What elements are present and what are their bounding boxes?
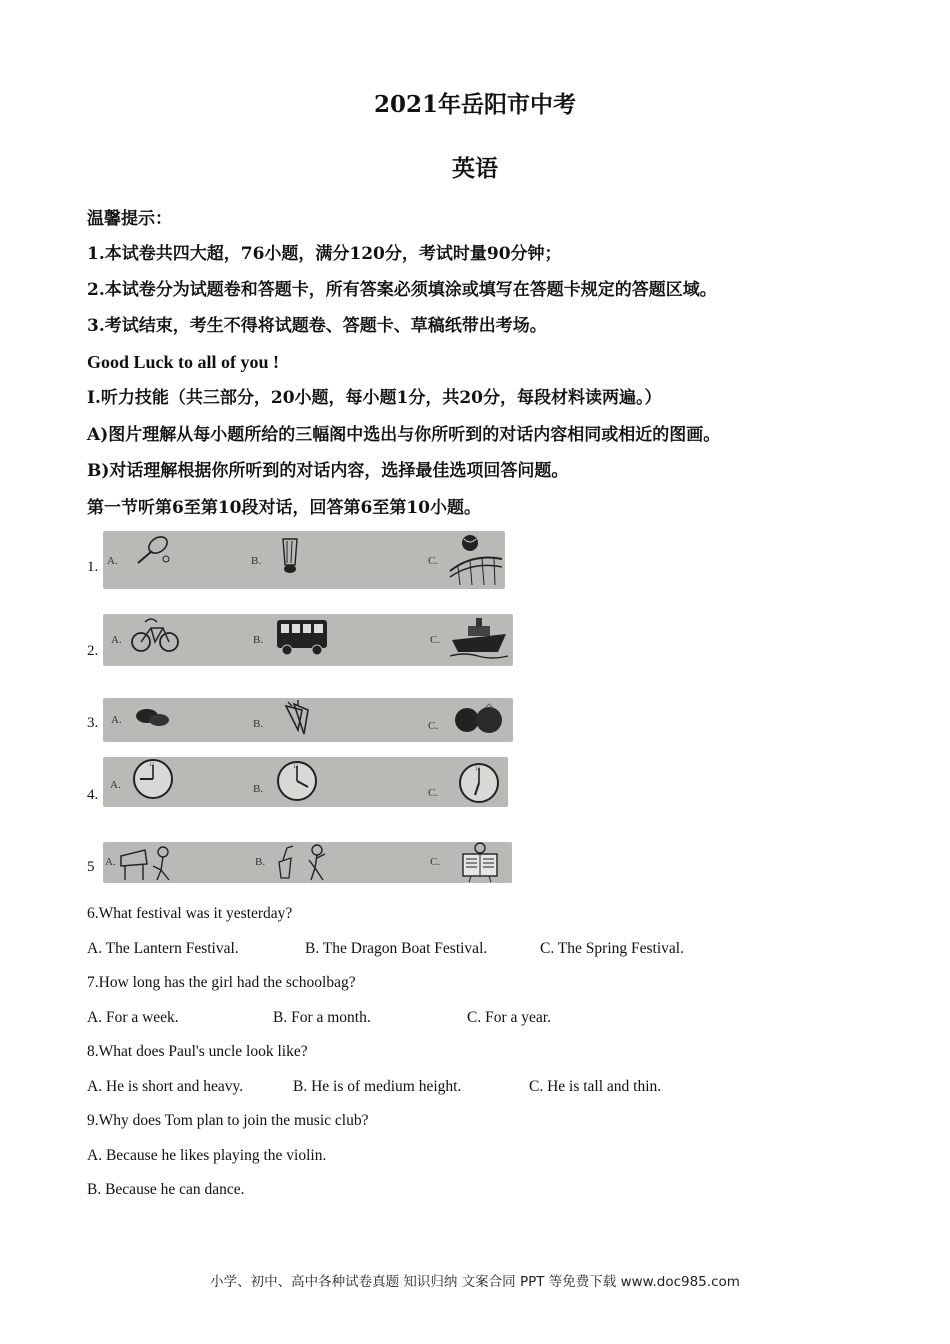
notes-heading: 温馨提示： [87, 209, 172, 229]
reading-newspaper-icon [453, 842, 507, 882]
section1-heading: I.听力技能（共三部分，20小题，每小题1分，共20分，每段材料读两遍。） [87, 388, 662, 408]
svg-text:12: 12 [149, 763, 154, 768]
badminton-shuttlecock-icon [273, 531, 313, 583]
option-6c: C. The Spring Festival. [540, 940, 684, 957]
clock-icon [273, 757, 321, 805]
option-letter-b: B. [253, 783, 264, 795]
good-luck-line: Good Luck to all of you ! [87, 352, 280, 372]
option-7b: B. For a month. [273, 1009, 371, 1026]
option-6a: A. The Lantern Festival. [87, 940, 239, 957]
option-letter-c: C. [430, 856, 441, 868]
option-9b: B. Because he can dance. [87, 1181, 245, 1198]
option-6b: B. The Dragon Boat Festival. [305, 940, 488, 957]
option-7c: C. For a year. [467, 1009, 551, 1026]
picture-strip-1 [103, 531, 505, 589]
exam-title: 2021年岳阳市中考 [373, 91, 576, 118]
bicycle-icon [131, 614, 181, 660]
ship-icon [448, 614, 510, 662]
option-8a: A. He is short and heavy. [87, 1078, 244, 1095]
picture-strip-3 [103, 698, 513, 742]
options-row-7 [87, 1009, 551, 1027]
note-line-2: 2.本试卷分为试题卷和答题卡，所有答案必须填涂或填写在答题卡规定的答题区域。 [87, 280, 717, 300]
option-letter-c: C. [428, 787, 439, 799]
option-8b: B. He is of medium height. [293, 1078, 462, 1095]
page-footer: 小学、初中、高中各种试卷真题 知识归纳 文案合同 PPT 等免费下载 www.doc985.com [210, 1274, 740, 1290]
clock-icon [455, 757, 503, 805]
question-8: 8.What does Paul's uncle look like? [87, 1043, 308, 1060]
tennis-racket-icon [128, 531, 178, 583]
picture-question-number: 2. [87, 643, 99, 659]
option-letter-b: B. [251, 555, 262, 567]
bus-icon [273, 614, 333, 660]
picture-question-number: 5 [87, 859, 95, 875]
option-7a: A. For a week. [87, 1009, 179, 1026]
options-row-8 [87, 1078, 661, 1096]
part-a-instruction: A)图片理解从每小题所给的三幅阁中选出与你所听到的对话内容相同或相近的图画。 [87, 425, 721, 445]
volleyball-net-icon [448, 531, 503, 587]
question-9: 9.Why does Tom plan to join the music club? [87, 1112, 369, 1129]
option-9a: A. Because he likes playing the violin. [87, 1147, 327, 1164]
option-letter-c: C. [430, 634, 441, 646]
option-8c: C. He is tall and thin. [529, 1078, 662, 1095]
option-letter-a: A. [111, 714, 122, 726]
picture-question-number: 1. [87, 559, 99, 575]
question-7: 7.How long has the girl had the schoolbag? [87, 974, 356, 991]
option-letter-b: B. [253, 718, 264, 730]
picture-strip-4 [103, 757, 508, 807]
picture-question-number: 3. [87, 715, 99, 731]
dancer-icon [275, 842, 335, 882]
option-letter-b: B. [253, 634, 264, 646]
clock-icon [129, 757, 177, 805]
option-letter-a: A. [111, 634, 122, 646]
part-b-instruction: B)对话理解根据你所听到的对话内容，选择最佳选项回答问题。 [87, 461, 569, 481]
picture-strip-5 [103, 842, 512, 883]
question-6: 6.What festival was it yesterday? [87, 905, 293, 922]
picture-question-number: 4. [87, 787, 99, 803]
option-letter-c: C. [428, 720, 439, 732]
svg-text:12: 12 [293, 765, 298, 770]
piano-player-icon [117, 842, 181, 882]
option-letter-c: C. [428, 555, 439, 567]
option-letter-a: A. [107, 555, 118, 567]
tomatoes-icon [451, 698, 511, 740]
options-row-6 [87, 940, 684, 958]
carrots-icon [276, 698, 316, 740]
picture-strip-2 [103, 614, 513, 666]
option-letter-b: B. [255, 856, 266, 868]
svg-text:12: 12 [475, 767, 480, 772]
option-letter-a: A. [105, 856, 116, 868]
potatoes-icon [133, 698, 173, 738]
note-line-3: 3.考试结束，考生不得将试题卷、答题卡、草稿纸带出考场。 [87, 316, 547, 336]
option-letter-a: A. [110, 779, 121, 791]
subject-title: 英语 [452, 155, 498, 182]
subsection-instruction: 第一节听第6至第10段对话，回答第6至第10小题。 [87, 498, 481, 518]
note-line-1: 1.本试卷共四大超，76小题，满分120分，考试时量90分钟； [87, 244, 562, 264]
